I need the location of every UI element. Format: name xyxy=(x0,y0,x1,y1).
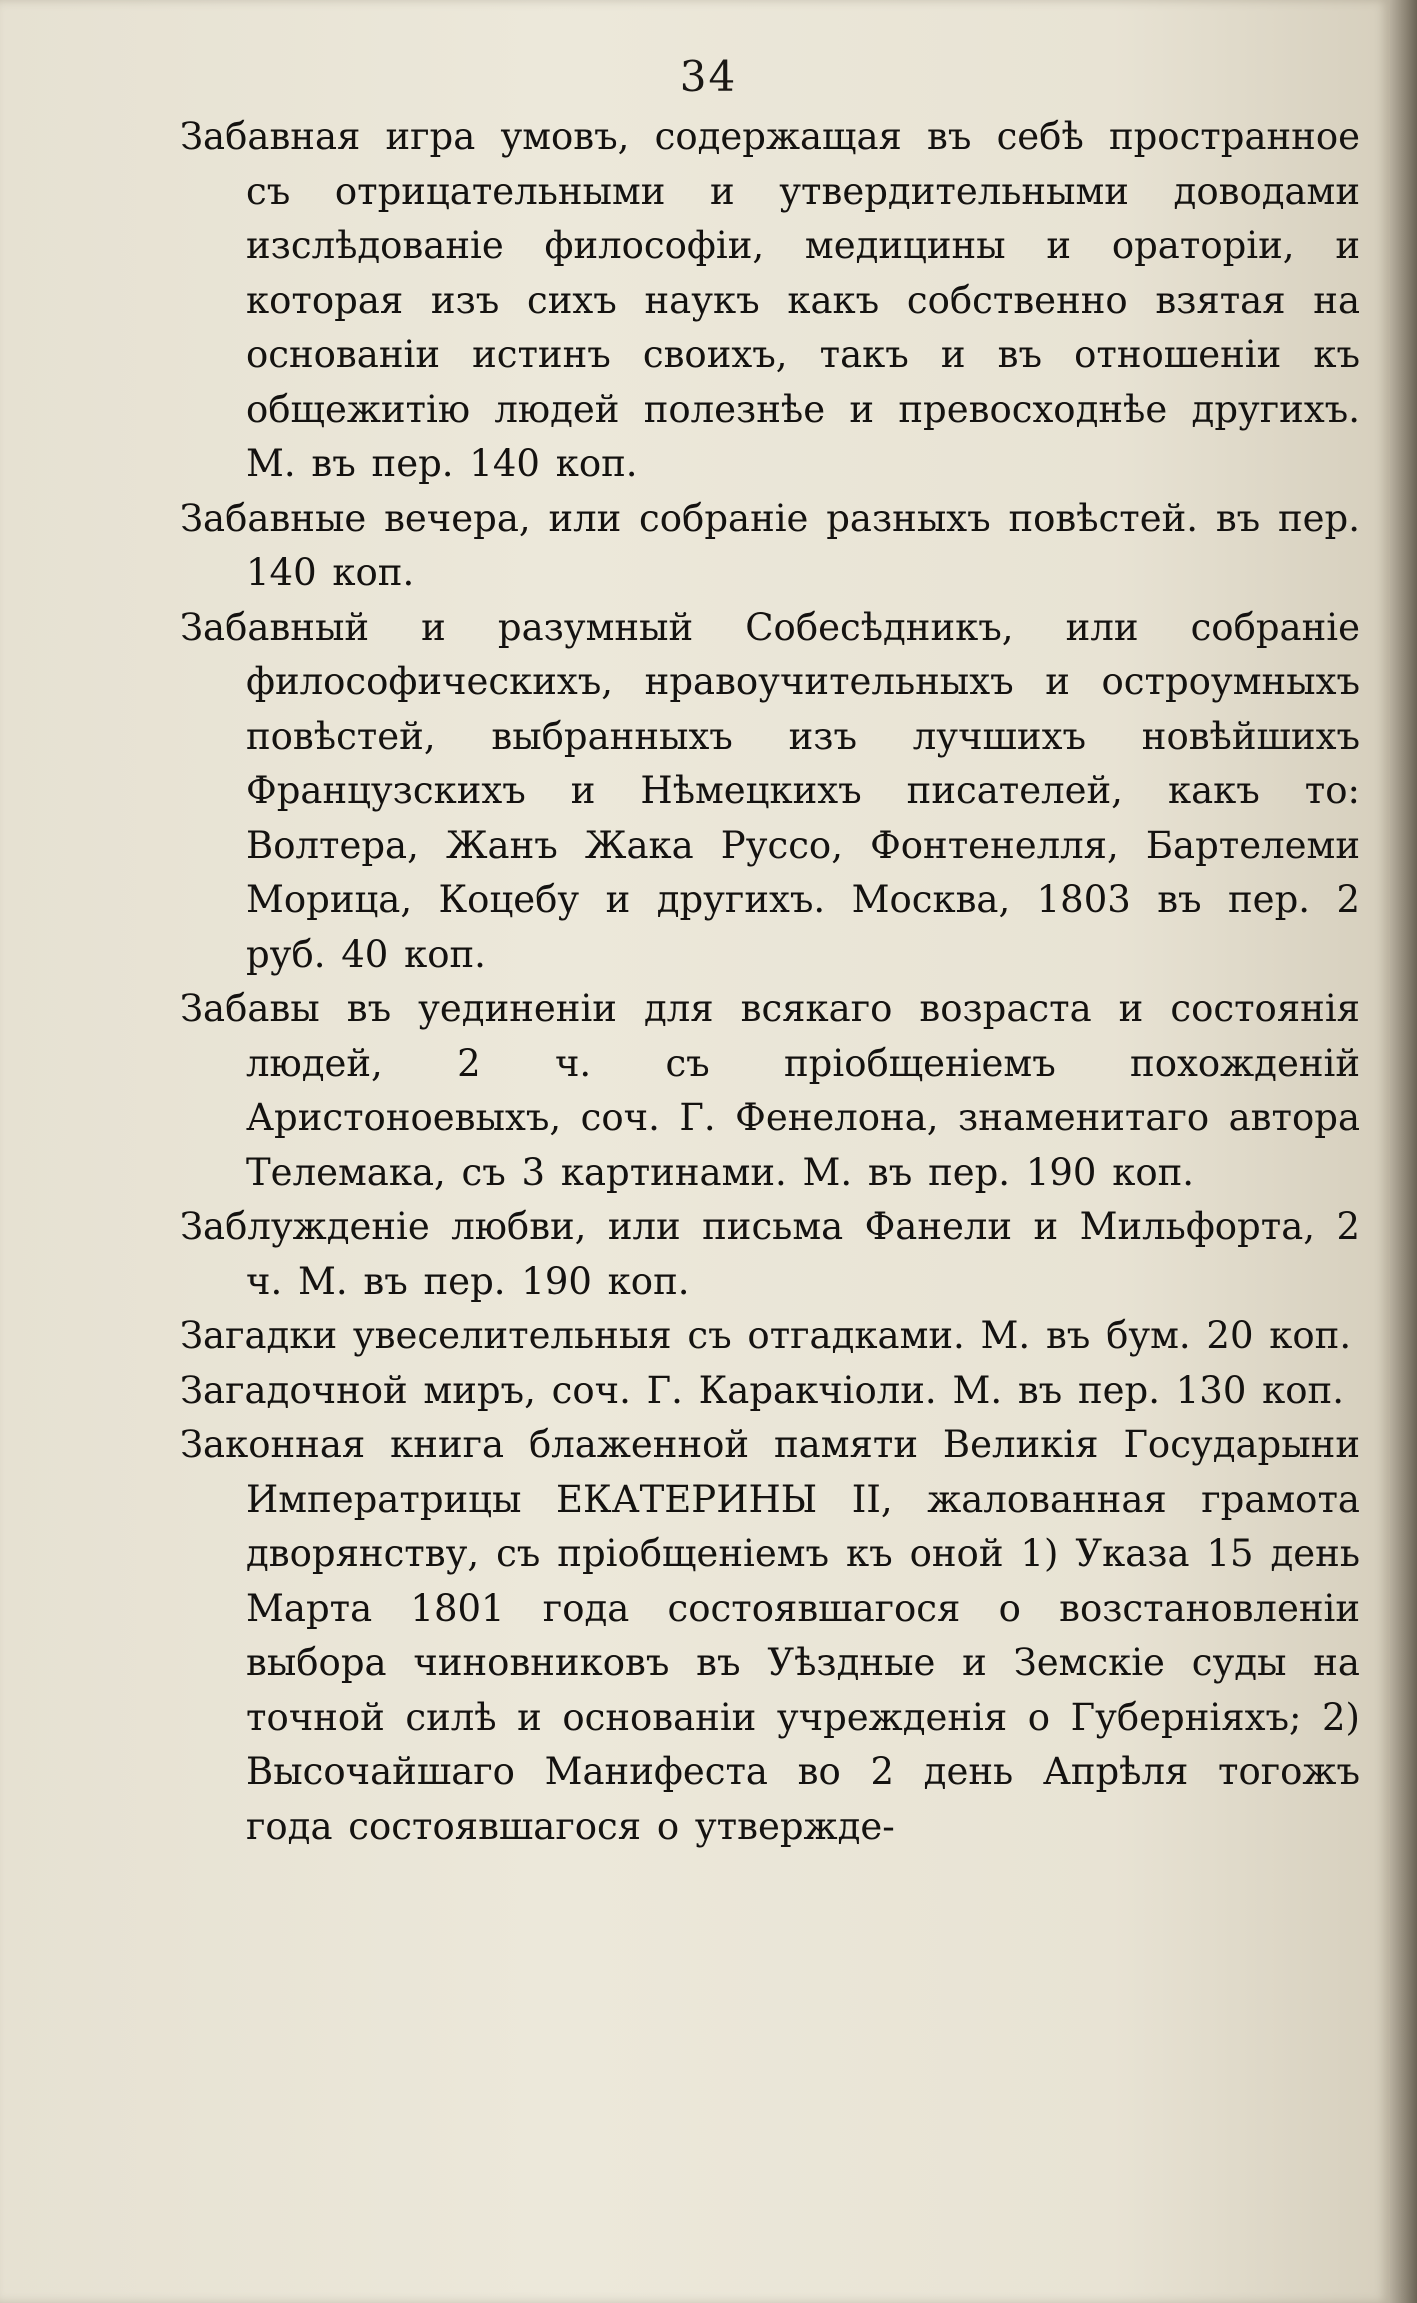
catalog-entry: Законная книга блаженной памяти Великія Государыни Императрицы ЕКАТЕРИНЫ II, жалованная грамота дворянству, съ пріобщеніемъ къ оной 1) Указа 15 день Марта 1801 года состоявшагося о возстановленіи выбора чиновниковъ въ Уѣздные и Земскіе суды на точной силѣ и основаніи учрежденія о Губерніяхъ; 2) Высочайшаго Манифеста во 2 день Апрѣля тогожъ года состоявшагося о утвержде- xyxy=(180,1423,1360,1848)
catalog-entry: Забавная игра умовъ, содержащая въ себѣ пространное съ отрицательными и утвердительными доводами изслѣдованіе философіи, медицины и ораторіи, и которая изъ сихъ наукъ какъ собственно взятая на основаніи истинъ своихъ, такъ и въ отношеніи къ общежитію людей полезнѣе и превосходнѣе другихъ. М. въ пер. 140 коп. xyxy=(180,115,1360,485)
catalog-entry: Загадки увеселительныя съ отгадками. М. въ бум. 20 коп. xyxy=(180,1314,1352,1357)
page-number: 34 xyxy=(679,52,738,101)
catalog-entry: Забавы въ уединеніи для всякаго возраста и состоянія людей, 2 ч. съ пріобщеніемъ похожденій Аристоноевыхъ, соч. Г. Фенелона, знаменитаго автора Телемака, съ 3 картинами. М. въ пер. 190 коп. xyxy=(180,987,1360,1194)
catalog-entry: Забавный и разумный Собесѣдникъ, или собраніе философическихъ, нравоучительныхъ и остроумныхъ повѣстей, выбранныхъ изъ лучшихъ новѣйшихъ Французскихъ и Нѣмецкихъ писателей, какъ то: Волтера, Жанъ Жака Руссо, Фонтенелля, Бартелеми Морица, Коцебу и другихъ. Москва, 1803 въ пер. 2 руб. 40 коп. xyxy=(180,605,1360,976)
catalog-entry: Заблужденіе любви, или письма Фанели и Мильфорта, 2 ч. М. въ пер. 190 коп. xyxy=(180,1205,1360,1303)
catalog-entry: Забавные вечера, или собраніе разныхъ повѣстей. въ пер. 140 коп. xyxy=(180,496,1360,594)
book-spine xyxy=(1390,0,1417,2303)
catalog-entries xyxy=(180,110,1360,1854)
catalog-entry: Загадочной миръ, соч. Г. Каракчіоли. М. въ пер. 130 коп. xyxy=(180,1368,1344,1412)
